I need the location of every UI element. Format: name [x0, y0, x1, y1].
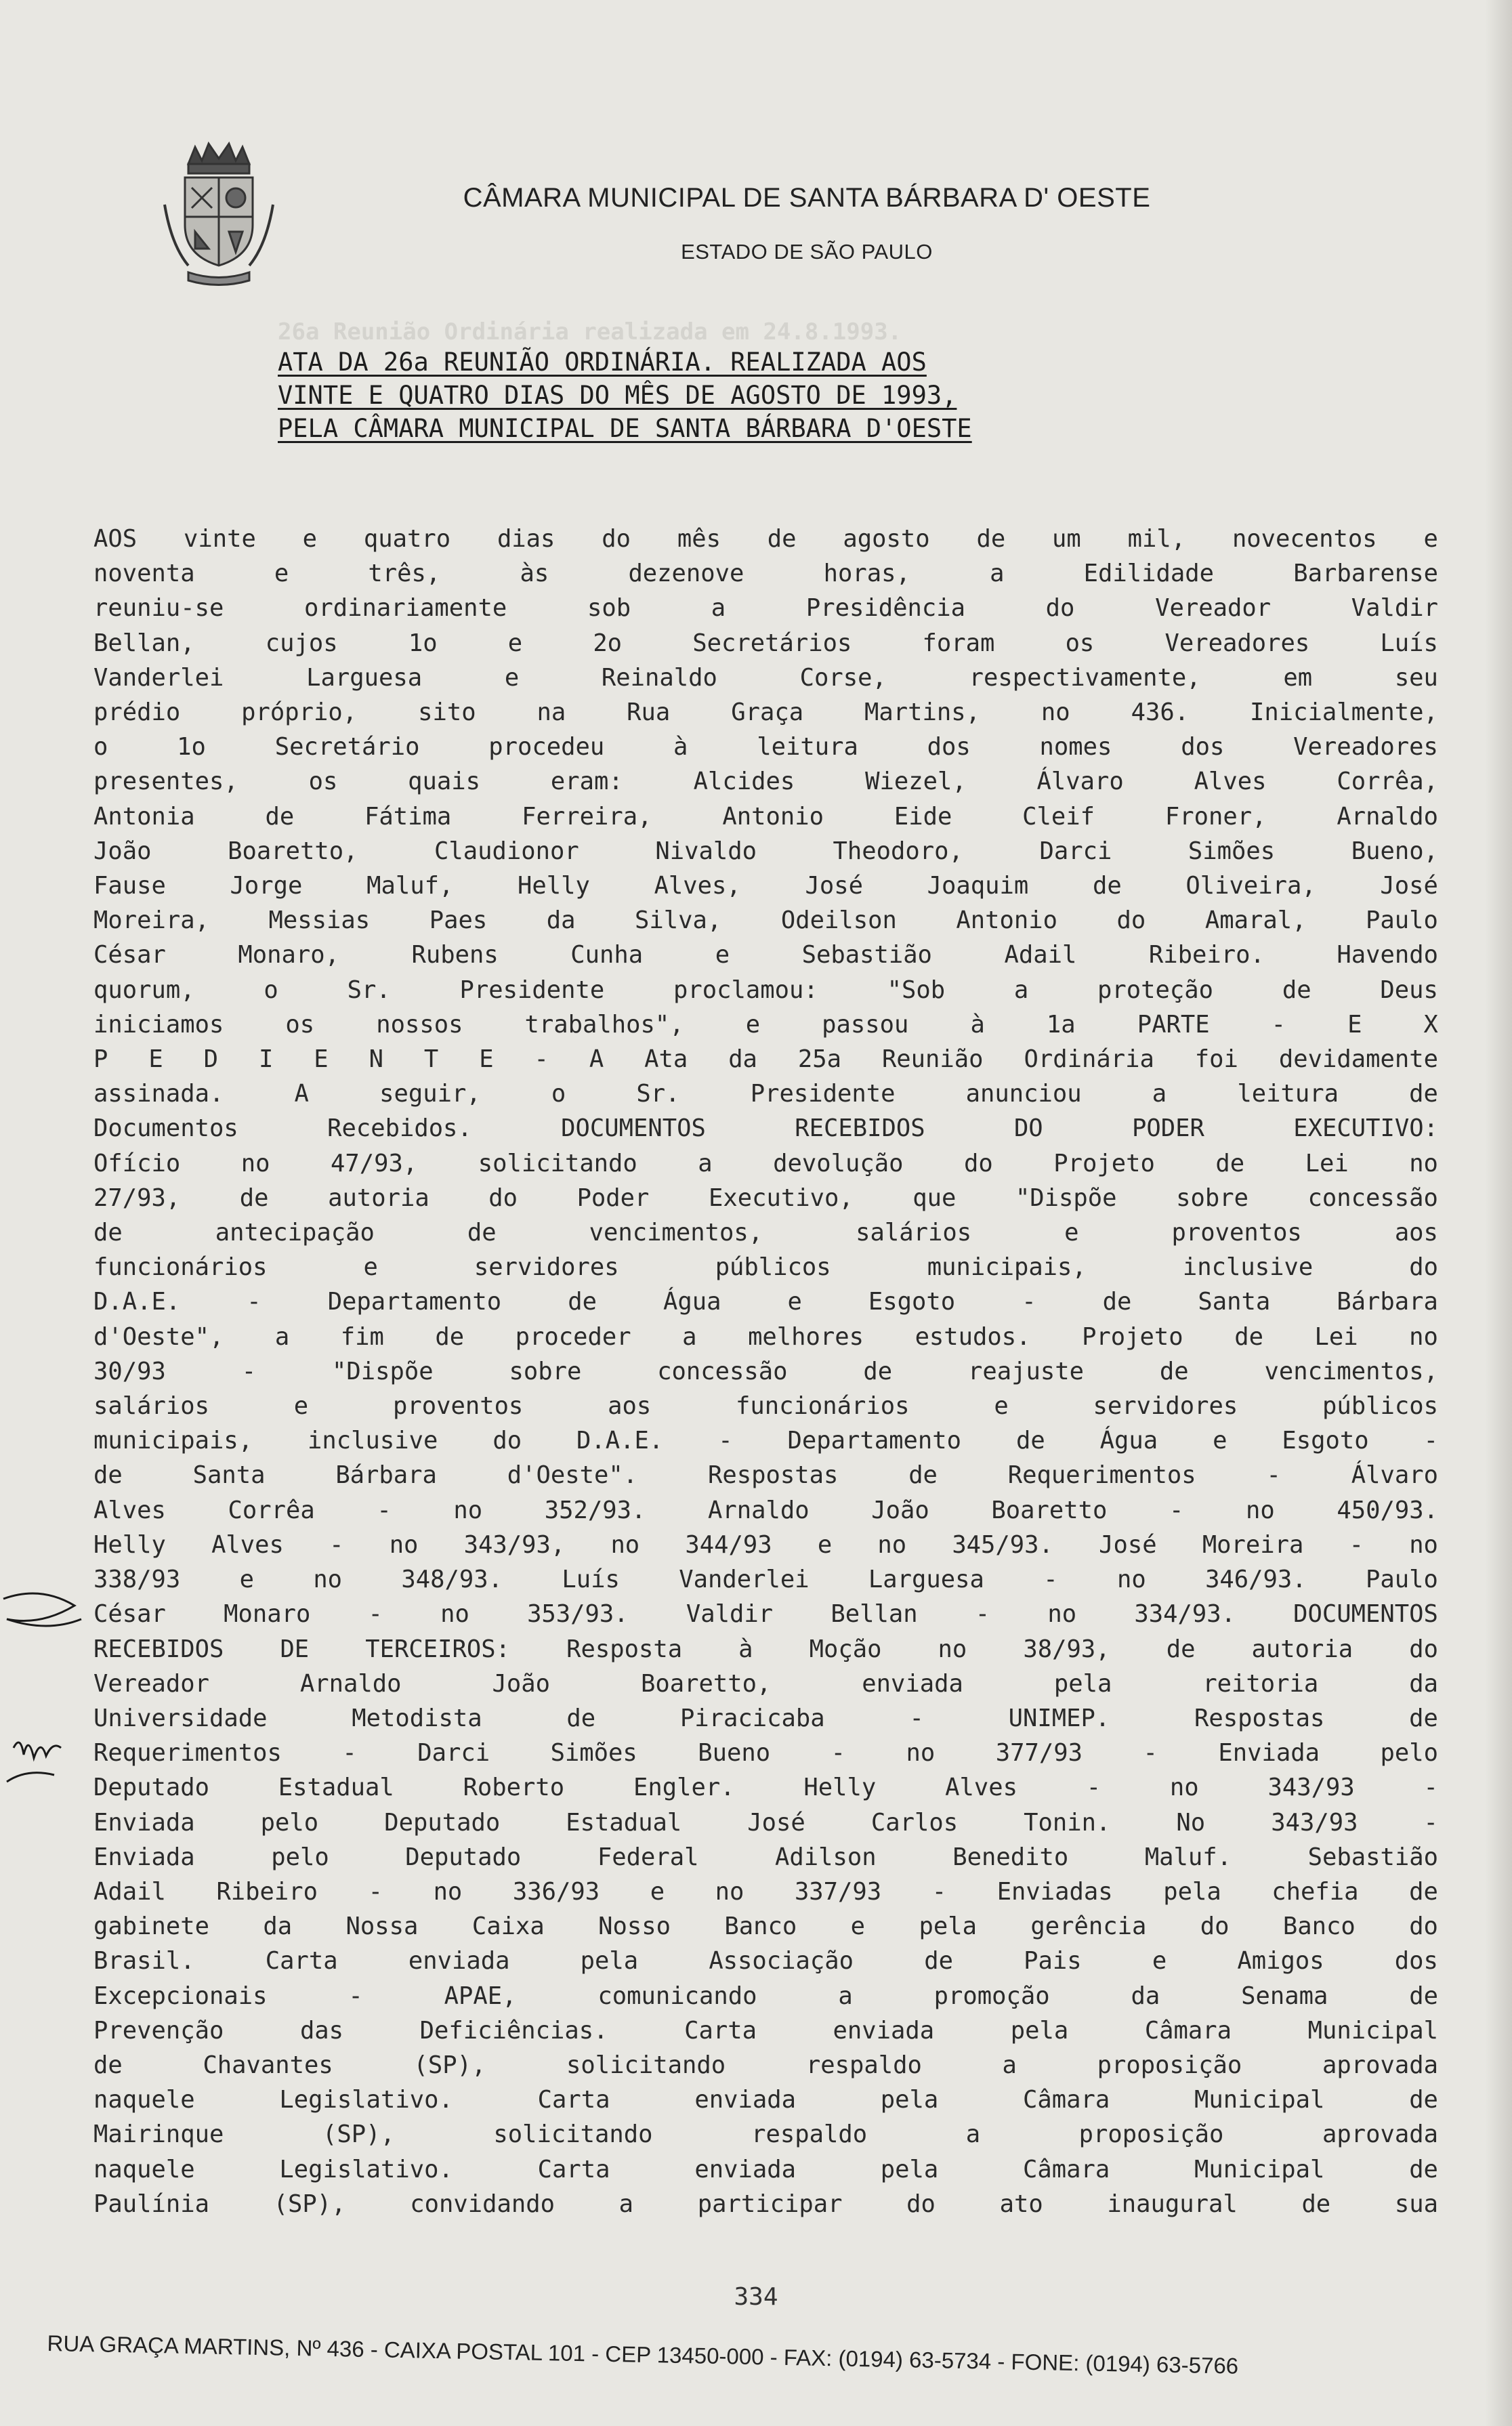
body-line: Paulínia (SP), convidando a participar do ato inaugural de sua — [93, 2190, 1438, 2218]
body-line: gabinete da Nossa Caixa Nosso Banco e pela gerência do Banco do — [93, 1912, 1438, 1941]
body-line: AOS vinte e quatro dias do mês de agosto de um mil, novecentos e — [93, 525, 1438, 553]
heading-line: PELA CÂMARA MUNICIPAL DE SANTA BÁRBARA D'OESTE — [278, 414, 972, 443]
heading-line: ATA DA 26a REUNIÃO ORDINÁRIA. REALIZADA AOS — [278, 348, 927, 377]
body-line: D.A.E. - Departamento de Água e Esgoto - de Santa Bárbara — [93, 1288, 1438, 1316]
body-line: Fause Jorge Maluf, Helly Alves, José Joaquim de Oliveira, José — [93, 872, 1438, 900]
body-line: 30/93 - "Dispõe sobre concessão de reajuste de vencimentos, — [93, 1357, 1438, 1385]
chamber-name-header: CÂMARA MUNICIPAL DE SANTA BÁRBARA D' OESTE — [463, 183, 1151, 213]
show-through-text: 26a Reunião Ordinária realizada em 24.8.1993. — [278, 318, 902, 346]
heading-line: VINTE E QUATRO DIAS DO MÊS DE AGOSTO DE 1993, — [278, 381, 957, 410]
body-line: Alves Corrêa - no 352/93. Arnaldo João Boaretto - no 450/93. — [93, 1496, 1438, 1524]
body-line: reuniu-se ordinariamente sob a Presidência do Vereador Valdir — [93, 594, 1438, 623]
body-line: prédio próprio, sito na Rua Graça Martins, no 436. Inicialmente, — [93, 698, 1438, 727]
body-line: Vereador Arnaldo João Boaretto, enviada pela reitoria da — [93, 1669, 1438, 1698]
page-edge-shadow — [1485, 0, 1512, 2426]
body-line: Enviada pelo Deputado Estadual José Carlos Tonin. No 343/93 - — [93, 1808, 1438, 1837]
body-line: Brasil. Carta enviada pela Associação de Pais e Amigos dos — [93, 1947, 1438, 1975]
body-line: RECEBIDOS DE TERCEIROS: Resposta à Moção no 38/93, de autoria do — [93, 1635, 1438, 1663]
body-line: naquele Legislativo. Carta enviada pela Câmara Municipal de — [93, 2086, 1438, 2114]
body-line: Universidade Metodista de Piracicaba - UNIMEP. Respostas de — [93, 1704, 1438, 1732]
body-line: Excepcionais - APAE, comunicando a promoção da Senama de — [93, 1982, 1438, 2010]
minutes-body-text — [93, 522, 1438, 2221]
body-line: noventa e três, às dezenove horas, a Edilidade Barbarense — [93, 560, 1438, 588]
handwritten-signature-marks — [0, 1578, 102, 1863]
body-line: assinada. A seguir, o Sr. Presidente anunciou a leitura de — [93, 1080, 1438, 1108]
body-line: o 1o Secretário procedeu à leitura dos nomes dos Vereadores — [93, 733, 1438, 761]
body-line: d'Oeste", a fim de proceder a melhores estudos. Projeto de Lei no — [93, 1322, 1438, 1351]
body-line: de Chavantes (SP), solicitando respaldo a proposição aprovada — [93, 2051, 1438, 2079]
body-line: quorum, o Sr. Presidente proclamou: "Sob a proteção de Deus — [93, 976, 1438, 1004]
body-line: 27/93, de autoria do Poder Executivo, que "Dispõe sobre concessão — [93, 1184, 1438, 1212]
body-line: naquele Legislativo. Carta enviada pela Câmara Municipal de — [93, 2155, 1438, 2183]
body-line: de Santa Bárbara d'Oeste". Respostas de Requerimentos - Álvaro — [93, 1461, 1438, 1490]
body-line: funcionários e servidores públicos municipais, inclusive do — [93, 1253, 1438, 1282]
body-line: Enviada pelo Deputado Federal Adilson Benedito Maluf. Sebastião — [93, 1843, 1438, 1871]
body-line: Bellan, cujos 1o e 2o Secretários foram os Vereadores Luís — [93, 629, 1438, 657]
minutes-heading — [278, 346, 1226, 445]
page-number: 334 — [734, 2283, 778, 2311]
body-line: Ofício no 47/93, solicitando a devolução do Projeto de Lei no — [93, 1149, 1438, 1177]
body-line: P E D I E N T E - A Ata da 25a Reunião Ordinária foi devidamente — [93, 1045, 1438, 1074]
body-line: Prevenção das Deficiências. Carta enviada pela Câmara Municipal — [93, 2016, 1438, 2045]
body-line: presentes, os quais eram: Alcides Wiezel, Álvaro Alves Corrêa, — [93, 768, 1438, 796]
body-line: Helly Alves - no 343/93, no 344/93 e no 345/93. José Moreira - no — [93, 1530, 1438, 1559]
body-line: César Monaro - no 353/93. Valdir Bellan - no 334/93. DOCUMENTOS — [93, 1600, 1438, 1629]
address-footer: RUA GRAÇA MARTINS, Nº 436 - CAIXA POSTAL 101 - CEP 13450-000 - FAX: (0194) 63-5734 - FONE: (0194) 63-5766 — [47, 2330, 1239, 2379]
body-line: Mairinque (SP), solicitando respaldo a proposição aprovada — [93, 2120, 1438, 2149]
body-line: municipais, inclusive do D.A.E. - Departamento de Água e Esgoto - — [93, 1427, 1438, 1455]
body-line: Vanderlei Larguesa e Reinaldo Corse, respectivamente, em seu — [93, 663, 1438, 692]
body-line: Adail Ribeiro - no 336/93 e no 337/93 - Enviadas pela chefia de — [93, 1877, 1438, 1906]
body-line: iniciamos os nossos trabalhos", e passou à 1a PARTE - E X — [93, 1010, 1438, 1039]
body-line: Deputado Estadual Roberto Engler. Helly Alves - no 343/93 - — [93, 1774, 1438, 1802]
body-line: Documentos Recebidos. DOCUMENTOS RECEBIDOS DO PODER EXECUTIVO: — [93, 1114, 1438, 1143]
state-subheader: ESTADO DE SÃO PAULO — [681, 240, 933, 264]
body-line: Requerimentos - Darci Simões Bueno - no 377/93 - Enviada pelo — [93, 1739, 1438, 1768]
body-line: Antonia de Fátima Ferreira, Antonio Eide Cleif Froner, Arnaldo — [93, 802, 1438, 831]
body-line: de antecipação de vencimentos, salários e proventos aos — [93, 1219, 1438, 1247]
body-line: salários e proventos aos funcionários e servidores públicos — [93, 1392, 1438, 1421]
body-line: Moreira, Messias Paes da Silva, Odeilson Antonio do Amaral, Paulo — [93, 906, 1438, 935]
body-line: César Monaro, Rubens Cunha e Sebastião Adail Ribeiro. Havendo — [93, 941, 1438, 969]
body-line: 338/93 e no 348/93. Luís Vanderlei Larguesa - no 346/93. Paulo — [93, 1566, 1438, 1594]
body-line: João Boaretto, Claudionor Nivaldo Theodoro, Darci Simões Bueno, — [93, 837, 1438, 865]
